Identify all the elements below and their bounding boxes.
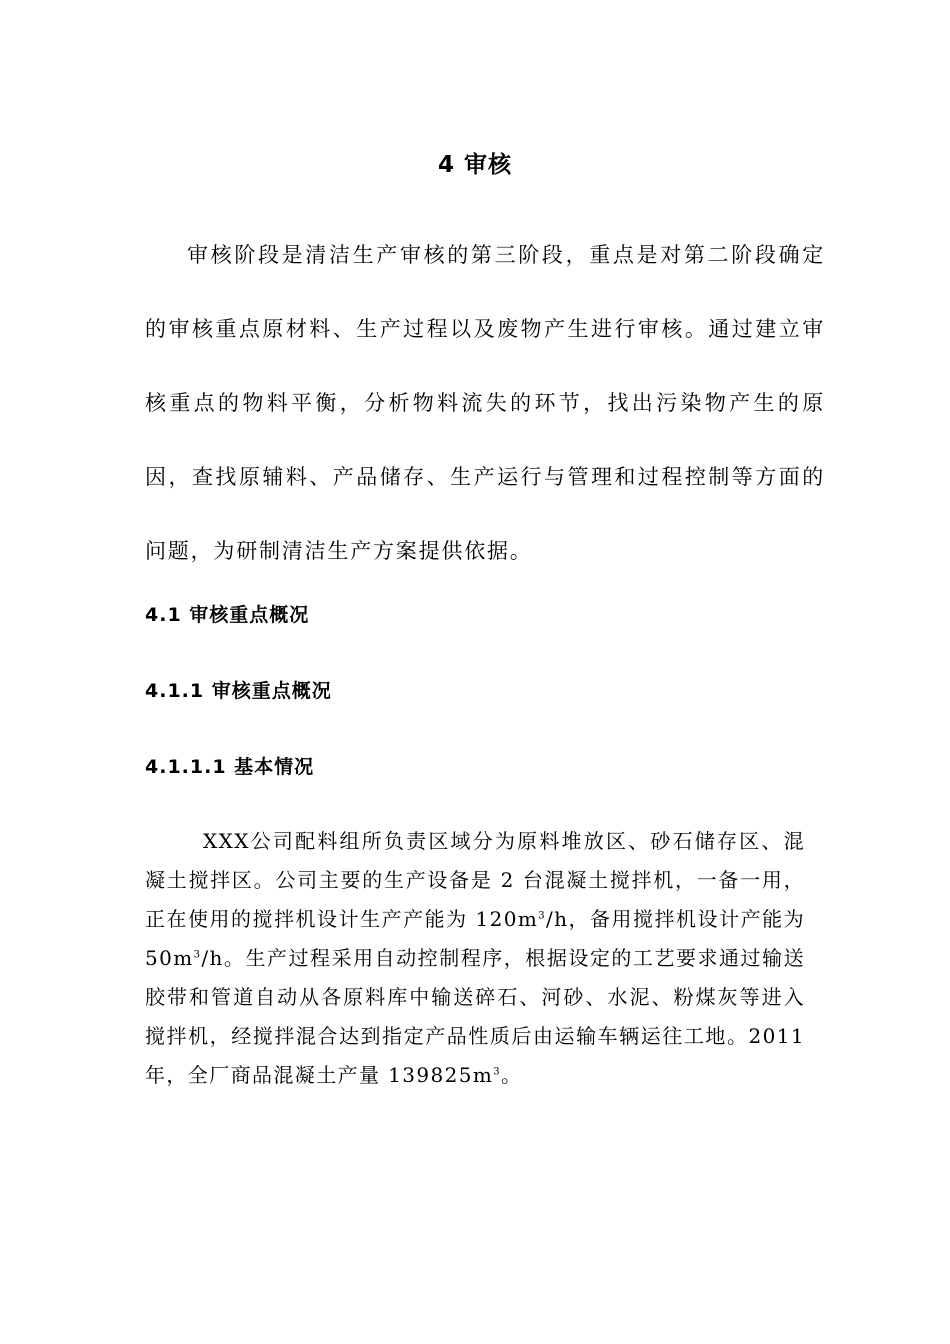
cubic-superscript-3: 3 [493, 1066, 502, 1078]
basic-text-part-3: /h。生产过程采用自动控制程序，根据设定的工艺要求通过输送胶带和管道自动从各原料库中输送碎石、河砂、水泥、粉煤灰等进入搅拌机，经搅拌混合达到指定产品性质后由运输车辆运往工地。2011 年，全厂商品混凝土产量 139825m [145, 946, 805, 1087]
basic-text-part-1: XXX公司配料组所负责区域分为原料堆放区、砂石储存区、混凝土搅拌区。公司主要的生产设备是 2 台混凝土搅拌机，一备一用，正在使用的搅拌机设计生产产能为 120m [145, 829, 805, 931]
section-heading-4-1-1-1: 4.1.1.1 基本情况 [145, 756, 315, 778]
section-heading-4-1-1: 4.1.1 审核重点概况 [145, 680, 332, 702]
basic-text-part-2: /h，备用搅拌机设计产能为 50m [145, 907, 805, 970]
cubic-superscript-1: 3 [538, 910, 546, 922]
basic-text-part-4: 。 [501, 1063, 523, 1087]
section-heading-4-1: 4.1 审核重点概况 [145, 604, 310, 626]
basic-info-paragraph [145, 822, 805, 1095]
cubic-superscript-2: 3 [193, 949, 202, 961]
intro-paragraph: 审核阶段是清洁生产审核的第三阶段，重点是对第二阶段确定的审核重点原材料、生产过程以及废物产生进行审核。通过建立审核重点的物料平衡，分析物料流失的环节，找出污染物产生的原因，查找原辅料、产品储存、生产运行与管理和过程控制等方面的问题，为研制清洁生产方案提供依据。 [145, 243, 825, 563]
chapter-title: 4 审核 [437, 152, 512, 178]
